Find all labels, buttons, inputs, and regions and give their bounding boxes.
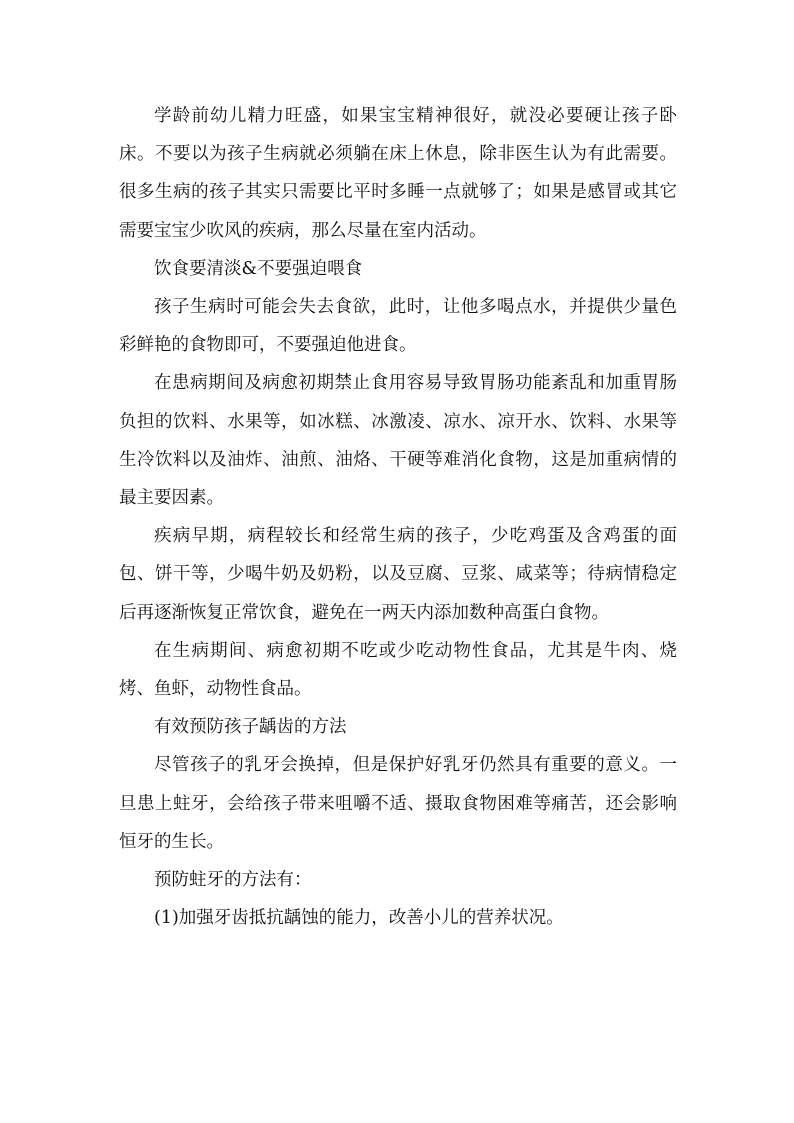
paragraph-forbidden-foods: 在患病期间及病愈初期禁止食用容易导致胃肠功能紊乱和加重胃肠负担的饮料、水果等，如冰糕、冰激凌、凉水、凉开水、饮料、水果等生冷饮料以及油炸、油煎、油烙、干硬等难消化食物，这是加重病情的最主要因素。 bbox=[119, 373, 677, 509]
section-heading-diet: 饮食要清淡&不要强迫喂食 bbox=[154, 258, 363, 279]
paragraph-baby-teeth: 尽管孩子的乳牙会换掉，但是保护好乳牙仍然具有重要的意义。一旦患上蛀牙，会给孩子带来咀嚼不适、摄取食物困难等痛苦，还会影响恒牙的生长。 bbox=[119, 755, 677, 852]
paragraph-appetite: 孩子生病时可能会失去食欲，此时，让他多喝点水，并提供少量色彩鲜艳的食物即可，不要强迫他进食。 bbox=[119, 297, 677, 356]
paragraph-animal-foods: 在生病期间、病愈初期不吃或少吃动物性食品，尤其是牛肉、烧烤、鱼虾，动物性食品。 bbox=[119, 640, 677, 700]
paragraph-rest-advice: 学龄前幼儿精力旺盛，如果宝宝精神很好，就没必要硬让孩子卧床。不要以为孩子生病就必须躺在床上休息，除非医生认为有此需要。很多生病的孩子其实只需要比平时多睡一点就够了；如果是感冒或其它需要宝宝少吹风的疾病，那么尽量在室内活动。 bbox=[119, 106, 677, 241]
paragraph-early-illness-diet: 疾病早期，病程较长和经常生病的孩子，少吃鸡蛋及含鸡蛋的面包、饼干等，少喝牛奶及奶粉，以及豆腐、豆浆、咸菜等；待病情稳定后再逐渐恢复正常饮食，避免在一两天内添加数种高蛋白食物。 bbox=[119, 526, 677, 623]
document-body bbox=[119, 97, 677, 937]
paragraph-prevention-intro: 预防蛀牙的方法有： bbox=[154, 870, 312, 891]
paragraph-prevention-item-1: (1)加强牙齿抵抗龋蚀的能力，改善小儿的营养状况。 bbox=[154, 908, 564, 929]
section-heading-caries: 有效预防孩子龋齿的方法 bbox=[154, 717, 347, 738]
